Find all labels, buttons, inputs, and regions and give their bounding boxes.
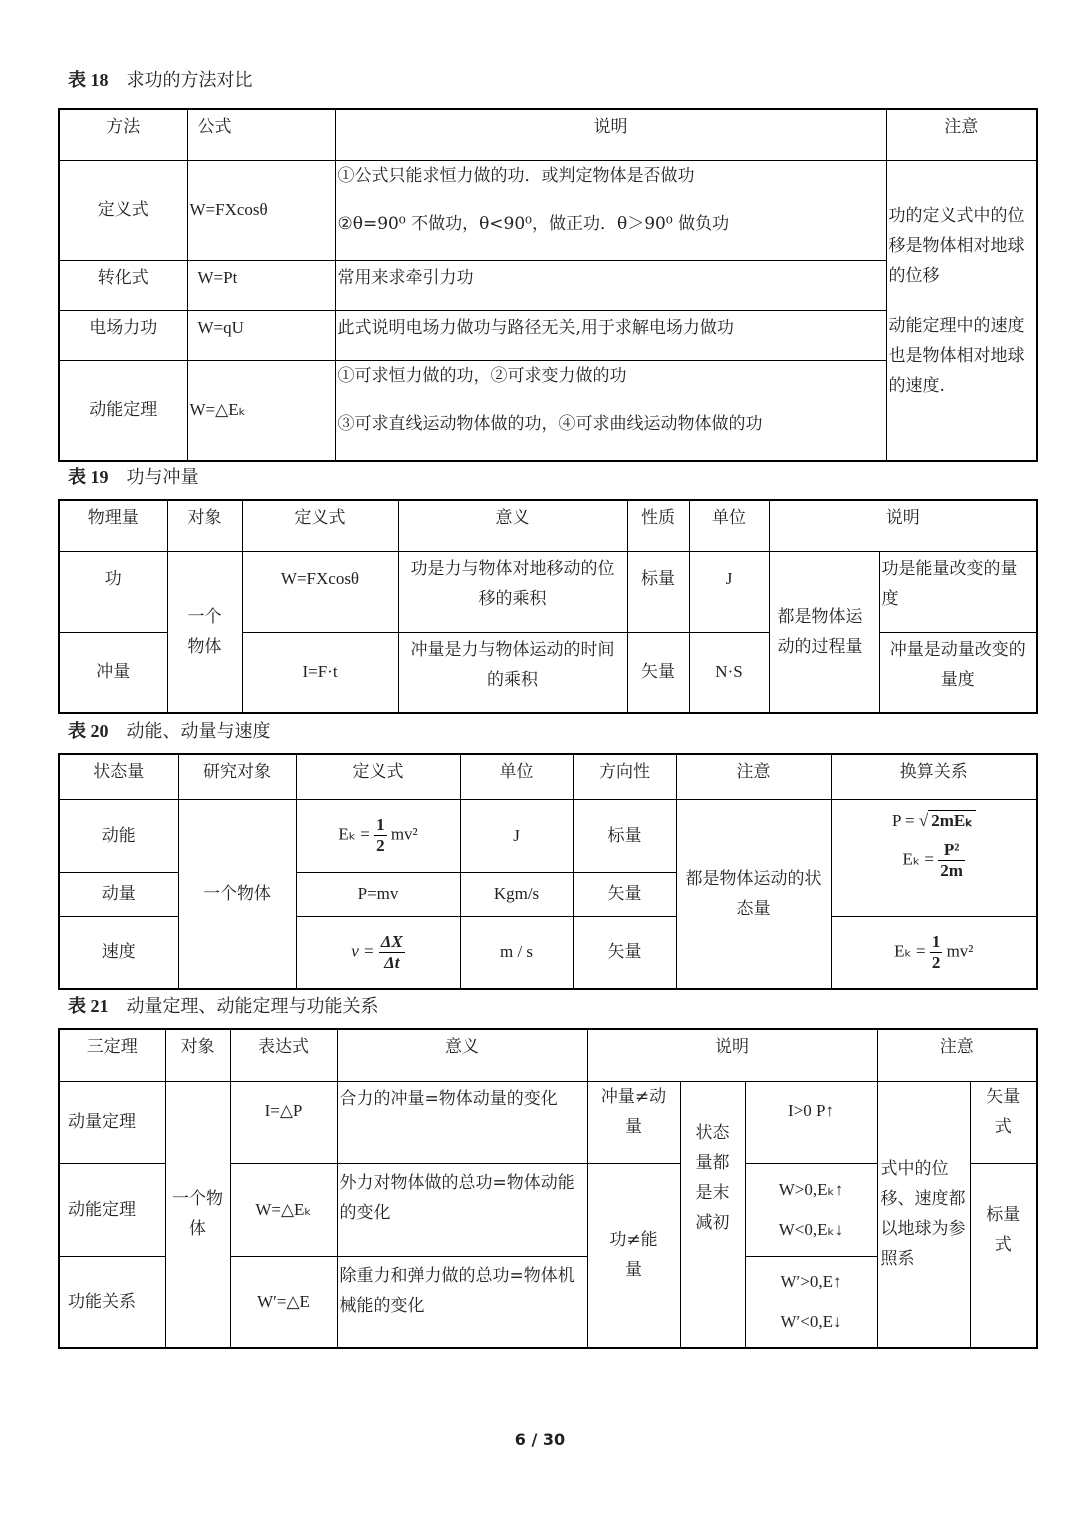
t21-header: 三定理 bbox=[59, 1029, 165, 1081]
t21-state: 状态量都是末减初 bbox=[680, 1081, 745, 1348]
t21-neq: 功≠能量 bbox=[587, 1163, 680, 1348]
t21-sign-line: W′<0,E↓ bbox=[780, 1311, 842, 1331]
t21-name: 动能定理 bbox=[59, 1163, 165, 1256]
t18-note bbox=[886, 160, 1037, 461]
table18-title: 求功的方法对比 bbox=[126, 70, 253, 91]
t21-header: 对象 bbox=[165, 1029, 230, 1081]
t19-header: 性质 bbox=[627, 500, 689, 551]
t19-header: 说明 bbox=[769, 500, 1037, 551]
t21-sign-line: W<0,Eₖ↓ bbox=[778, 1219, 844, 1239]
t21-expr: W=△Eₖ bbox=[230, 1163, 337, 1256]
t18-header-formula: 公式 bbox=[187, 109, 335, 160]
t18-note-text: 功的定义式中的位移是物体相对地球的位移 bbox=[888, 205, 1025, 286]
table-21 bbox=[58, 1028, 1038, 1349]
table19-title: 功与冲量 bbox=[126, 467, 199, 488]
t19-meaning: 功是力与物体对地移动的位移的乘积 bbox=[398, 551, 627, 632]
t21-scalar: 标量式 bbox=[970, 1163, 1037, 1348]
t19-nature: 矢量 bbox=[627, 632, 689, 713]
t19-header: 物理量 bbox=[59, 500, 167, 551]
t18-method: 定义式 bbox=[59, 160, 187, 260]
table21-title: 动量定理、动能定理与功能关系 bbox=[126, 996, 379, 1017]
t20-unit: m / s bbox=[460, 916, 573, 989]
t20-formula: P=mv bbox=[296, 872, 460, 916]
sqrt-radicand: 2mEₖ bbox=[928, 810, 975, 830]
fraction-numerator: ΔX bbox=[380, 931, 403, 951]
t19-formula: I=F·t bbox=[242, 632, 398, 713]
t20-formula-v bbox=[296, 916, 460, 989]
t21-sign bbox=[745, 1256, 877, 1348]
table20-number: 表 20 bbox=[68, 721, 109, 741]
t18-header-note: 注意 bbox=[886, 109, 1037, 160]
t21-header: 说明 bbox=[587, 1029, 877, 1081]
t18-method: 动能定理 bbox=[59, 360, 187, 461]
t18-header-desc: 说明 bbox=[335, 109, 886, 160]
t20-header: 状态量 bbox=[59, 754, 178, 799]
t21-neq: 冲量≠动量 bbox=[587, 1081, 680, 1163]
t21-vector: 矢量式 bbox=[970, 1081, 1037, 1163]
t21-meaning: 合力的冲量=物体动量的变化 bbox=[337, 1081, 587, 1163]
fraction bbox=[930, 932, 943, 973]
t19-unit: N·S bbox=[689, 632, 769, 713]
t21-frame-note: 式中的位移、速度都以地球为参照系 bbox=[877, 1081, 970, 1348]
t18-formula: W=qU bbox=[187, 310, 335, 360]
t18-note-text: 动能定理中的速度也是物体相对地球的速度. bbox=[888, 315, 1025, 396]
t18-formula: W=△Eₖ bbox=[187, 360, 335, 461]
t18-desc-line: ③可求直线运动物体做的功，④可求曲线运动物体做的功 bbox=[337, 413, 763, 434]
table-20 bbox=[58, 753, 1038, 990]
sqrt-icon: √ bbox=[918, 810, 929, 830]
t20-conversion bbox=[831, 916, 1037, 989]
t18-desc: 此式说明电场力做功与路径无关,用于求解电场力做功 bbox=[335, 310, 886, 360]
t18-desc: 常用来求牵引力功 bbox=[335, 260, 886, 310]
t21-meaning: 外力对物体做的总功=物体动能的变化 bbox=[337, 1163, 587, 1256]
table20-title: 动能、动量与速度 bbox=[126, 721, 271, 742]
page-number: 6 / 30 bbox=[514, 1430, 566, 1449]
t19-note: 功是能量改变的量度 bbox=[879, 551, 1037, 632]
t21-sign: I>0 P↑ bbox=[745, 1081, 877, 1163]
t20-header: 方向性 bbox=[573, 754, 676, 799]
t21-expr: I=△P bbox=[230, 1081, 337, 1163]
t20-direction: 矢量 bbox=[573, 872, 676, 916]
t21-expr: W′=△E bbox=[230, 1256, 337, 1348]
table-18 bbox=[58, 108, 1038, 462]
t19-unit: J bbox=[689, 551, 769, 632]
t18-formula: W=Pt bbox=[187, 260, 335, 310]
formula-part: v = bbox=[351, 941, 375, 961]
t18-desc bbox=[335, 360, 886, 461]
table21-caption bbox=[68, 992, 379, 1018]
fraction-numerator: 1 bbox=[376, 815, 385, 834]
fraction-numerator: P² bbox=[938, 840, 965, 861]
t20-direction: 标量 bbox=[573, 799, 676, 872]
t20-header: 单位 bbox=[460, 754, 573, 799]
t19-shared-note: 都是物体运动的过程量 bbox=[769, 551, 879, 713]
t19-header: 单位 bbox=[689, 500, 769, 551]
table18-caption bbox=[68, 66, 253, 92]
t20-name: 速度 bbox=[59, 916, 178, 989]
t21-object: 一个物体 bbox=[165, 1081, 230, 1348]
t20-direction: 矢量 bbox=[573, 916, 676, 989]
fraction bbox=[379, 932, 405, 973]
fraction-denominator: Δt bbox=[384, 952, 400, 972]
formula-part: mv² bbox=[390, 824, 418, 844]
formula-part: mv² bbox=[946, 941, 974, 961]
t18-desc-line: ①公式只能求恒力做的功．或判定物体是否做功 bbox=[337, 165, 695, 186]
t19-meaning: 冲量是力与物体运动的时间的乘积 bbox=[398, 632, 627, 713]
t18-method: 转化式 bbox=[59, 260, 187, 310]
t19-header: 对象 bbox=[167, 500, 242, 551]
t18-desc-line: ②θ=90⁰ 不做功，θ<90⁰，做正功．θ＞90⁰ 做负功 bbox=[337, 213, 730, 234]
fraction bbox=[374, 815, 387, 856]
t21-sign-line: W′>0,E↑ bbox=[780, 1271, 842, 1291]
formula-part: P = bbox=[891, 810, 915, 830]
table21-number: 表 21 bbox=[68, 996, 109, 1016]
t19-nature: 标量 bbox=[627, 551, 689, 632]
table19-number: 表 19 bbox=[68, 467, 109, 487]
table19-caption bbox=[68, 463, 199, 489]
formula-part: Eₖ = bbox=[338, 824, 370, 844]
t20-conversion bbox=[831, 799, 1037, 916]
t21-header: 意义 bbox=[337, 1029, 587, 1081]
t20-name: 动量 bbox=[59, 872, 178, 916]
t20-header: 换算关系 bbox=[831, 754, 1037, 799]
fraction-denominator: 2m bbox=[940, 860, 963, 880]
t21-name: 动量定理 bbox=[59, 1081, 165, 1163]
t19-name: 冲量 bbox=[59, 632, 167, 713]
t20-unit: J bbox=[460, 799, 573, 872]
t20-header: 研究对象 bbox=[178, 754, 296, 799]
t19-formula: W=FXcosθ bbox=[242, 551, 398, 632]
formula-part: Eₖ = bbox=[894, 941, 926, 961]
t18-method: 电场力功 bbox=[59, 310, 187, 360]
t19-note: 冲量是动量改变的量度 bbox=[879, 632, 1037, 713]
t19-object: 一个物体 bbox=[167, 551, 242, 713]
table20-caption bbox=[68, 717, 271, 743]
formula-line bbox=[834, 806, 1035, 836]
formula-part: Eₖ = bbox=[902, 848, 935, 868]
t18-desc-line: ①可求恒力做的功，②可求变力做的功 bbox=[337, 365, 627, 386]
t20-header: 注意 bbox=[676, 754, 831, 799]
t20-unit: Kgm/s bbox=[460, 872, 573, 916]
t19-name: 功 bbox=[59, 551, 167, 632]
t20-object: 一个物体 bbox=[178, 799, 296, 989]
t18-header-method: 方法 bbox=[59, 109, 187, 160]
t21-header: 注意 bbox=[877, 1029, 1037, 1081]
formula-line bbox=[834, 840, 1035, 881]
t21-meaning: 除重力和弹力做的总功=物体机械能的变化 bbox=[337, 1256, 587, 1348]
t21-name: 功能关系 bbox=[59, 1256, 165, 1348]
t20-name: 动能 bbox=[59, 799, 178, 872]
t18-desc bbox=[335, 160, 886, 260]
t21-sign-line: W>0,Eₖ↑ bbox=[778, 1179, 844, 1199]
table18-number: 表 18 bbox=[68, 70, 109, 90]
t19-header: 意义 bbox=[398, 500, 627, 551]
t18-formula: W=FXcosθ bbox=[187, 160, 335, 260]
t20-header: 定义式 bbox=[296, 754, 460, 799]
t21-header: 表达式 bbox=[230, 1029, 337, 1081]
fraction-denominator: 2 bbox=[931, 952, 941, 972]
t20-note: 都是物体运动的状态量 bbox=[676, 799, 831, 989]
fraction-numerator: 1 bbox=[931, 931, 941, 951]
t19-header: 定义式 bbox=[242, 500, 398, 551]
fraction bbox=[938, 840, 965, 881]
table-19 bbox=[58, 499, 1038, 714]
fraction-denominator: 2 bbox=[376, 836, 385, 855]
t20-formula-ek bbox=[296, 799, 460, 872]
t21-sign bbox=[745, 1163, 877, 1256]
